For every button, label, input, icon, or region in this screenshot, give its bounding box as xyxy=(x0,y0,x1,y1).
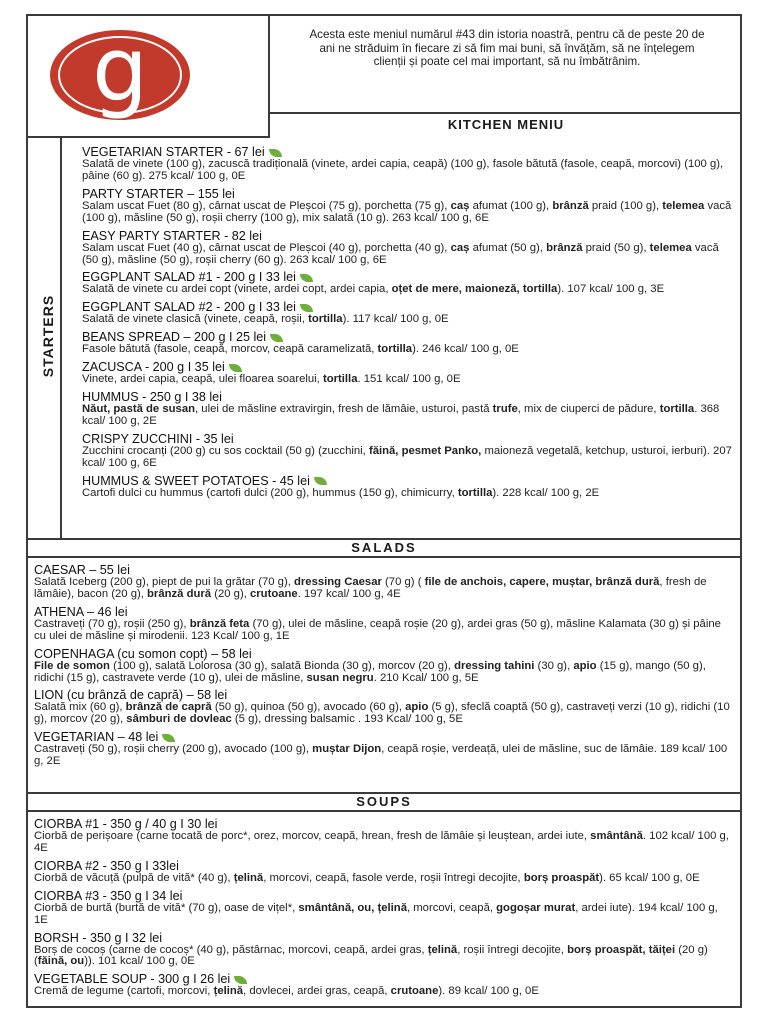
starters-list xyxy=(82,146,734,505)
soups-item xyxy=(34,818,734,855)
kitchen-menu-title: KITCHEN MENIU xyxy=(270,112,742,136)
starters-item xyxy=(82,230,734,267)
item-description: Salată mix (60 g), brânză de capră (50 g), quinoa (50 g), avocado (60 g), apio (5 g), sfeclă coaptă (50 g), castraveți verzi (10 g), ridichi (10 g), morcov (20 g), sâmburi de dovleac (5 g), dressing balsamic . 193 Kcal/ 100 g, 5E xyxy=(34,701,730,726)
starters-side-label xyxy=(28,138,62,540)
soups-item xyxy=(34,890,734,927)
intro-text: Acesta este meniul numărul #43 din istoria noastră, pentru că de peste 20 de ani ne străduim în fiecare zi să fim mai buni, să învățăm, să ne înțelegem clienții și poate cel mai important, să nu îmbătrânim. xyxy=(309,28,705,68)
item-description: Borș de cocoș (carne de cocoș* (40 g), păstârnac, morcovi, ceapă, ardei gras, țelină, roșii întregi decojite, borș proaspăt, tăiței (20 g) (făină, ou)). 101 kcal/ 100 g, 0E xyxy=(34,943,708,968)
salads-item xyxy=(34,606,734,643)
item-title: VEGETARIAN – 48 lei xyxy=(34,731,734,744)
starters-item xyxy=(82,391,734,428)
item-description: Salată de vinete clasică (vinete, ceapă, roșii, tortilla). 117 kcal/ 100 g, 0E xyxy=(82,313,449,326)
starters-item xyxy=(82,331,734,356)
vegetarian-leaf-icon xyxy=(269,149,282,157)
brand-logo xyxy=(50,18,190,121)
item-title: EGGPLANT SALAD #1 - 200 g I 33 lei xyxy=(82,271,734,284)
logo-cell xyxy=(28,16,270,138)
item-description: Năut, pastă de susan, ulei de măsline extravirgin, fresh de lămâie, usturoi, pastă trufe, mix de ciuperci de pădure, tortilla. 368 kcal/ 100 g, 2E xyxy=(82,403,720,427)
item-title: BEANS SPREAD – 200 g I 25 lei xyxy=(82,331,734,344)
soups-item xyxy=(34,860,734,885)
item-title: BORSH - 350 g I 32 lei xyxy=(34,930,163,945)
soups-item xyxy=(34,973,734,998)
starters-item xyxy=(82,361,734,386)
vegetarian-leaf-icon xyxy=(162,734,175,742)
item-description: Cremă de legume (cartofi, morcovi, țelină, dovlecei, ardei gras, ceapă, crutoane). 89 kcal/ 100 g, 0E xyxy=(34,985,539,998)
item-title: VEGETARIAN STARTER - 67 lei xyxy=(82,146,734,159)
item-title: ATHENA – 46 lei xyxy=(34,604,128,619)
item-description: Zucchini crocanți (200 g) cu sos cocktail (50 g) (zucchini, făină, pesmet Panko, maioneză vegetală, ketchup, usturoi, ierburi). 207 kcal/ 100 g, 6E xyxy=(82,444,732,469)
soups-item xyxy=(34,932,734,969)
item-description: Ciorbă de burtă (burtă de vită* (70 g), oase de vițel*, smântână, ou, țelină, morcovi, ceapă, gogoșar murat, ardei iute). 194 kcal/ 100 g, 1E xyxy=(34,901,718,926)
vegetarian-leaf-icon xyxy=(234,976,247,984)
item-description: Castraveți (70 g), roșii (250 g), brânză feta (70 g), ulei de măsline, ceapă roșie (20 g), ardei gras (50 g), măsline Kalamata (30 g) și pâine cu ulei de măsline și mirodenii. 123 Kcal/ 100 g, 1E xyxy=(34,617,721,642)
item-description: Vinete, ardei capia, ceapă, ulei floarea soarelui, tortilla. 151 kcal/ 100 g, 0E xyxy=(82,373,461,386)
item-description: File de somon (100 g), salată Lolorosa (30 g), salată Bionda (30 g), morcov (20 g), dressing tahini (30 g), apio (15 g), mango (50 g), ridichi (15 g), castravete verde (10 g), ulei de măsline, susan negru. 210 Kcal/ 100 g, 5E xyxy=(34,659,706,684)
starters-item xyxy=(82,271,734,296)
item-description: Fasole bătută (fasole, ceapă, morcov, ceapă caramelizată, tortilla). 246 kcal/ 100 g, 0E xyxy=(82,343,519,356)
item-title: LION (cu brânză de capră) – 58 lei xyxy=(34,688,228,703)
salads-list xyxy=(34,564,734,773)
starters-item xyxy=(82,146,734,183)
item-description: Ciorbă de perișoare (carne tocată de porc*, orez, morcov, ceapă, hrean, fresh de lămâie și leuștean, ardei iute, smântână. 102 kcal/ 100 g, 4E xyxy=(34,830,729,854)
salads-item xyxy=(34,731,734,768)
item-title: EGGPLANT SALAD #2 - 200 g I 33 lei xyxy=(82,301,734,314)
menu-frame xyxy=(26,14,742,1008)
item-title: HUMMUS - 250 g I 38 lei xyxy=(82,390,222,405)
item-title: CIORBA #3 - 350 g I 34 lei xyxy=(34,888,183,903)
vegetarian-leaf-icon xyxy=(314,477,327,485)
soups-list xyxy=(34,818,734,1003)
item-title: EASY PARTY STARTER - 82 lei xyxy=(82,228,262,243)
starters-item xyxy=(82,188,734,225)
item-title: CRISPY ZUCCHINI - 35 lei xyxy=(82,431,234,446)
salads-item xyxy=(34,648,734,685)
logo-letter: g xyxy=(92,18,148,121)
item-title: CAESAR – 55 lei xyxy=(34,563,130,577)
salads-header: SALADS xyxy=(28,538,740,558)
item-title: CIORBA #2 - 350 g I 33lei xyxy=(34,858,179,873)
item-title: VEGETABLE SOUP - 300 g I 26 lei xyxy=(34,973,734,986)
item-title: PARTY STARTER – 155 lei xyxy=(82,186,235,201)
soups-header: SOUPS xyxy=(28,792,740,812)
item-title: CIORBA #1 - 350 g / 40 g I 30 lei xyxy=(34,817,218,831)
vegetarian-leaf-icon xyxy=(300,274,313,282)
starters-item xyxy=(82,433,734,470)
item-description: Salam uscat Fuet (80 g), cârnat uscat de Pleșcoi (75 g), porchetta (75 g), caș afumat (100 g), brânză praid (100 g), telemea vacă (100 g), măsline (50 g), roșii cherry (100 g), mix salată (10 g). 263 kcal/ 100 g, 6E xyxy=(82,199,732,224)
item-description: Ciorbă de văcuță (pulpă de vită* (40 g), țelină, morcovi, ceapă, fasole verde, roșii întregi decojite, borș proaspăt). 65 kcal/ 100 g, 0E xyxy=(34,871,700,884)
item-description: Castraveți (50 g), roșii cherry (200 g), avocado (100 g), muștar Dijon, ceapă roșie, verdeață, ulei de măsline, suc de lămâie. 189 kcal/ 100 g, 2E xyxy=(34,743,728,768)
item-description: Salată Iceberg (200 g), piept de pui la grătar (70 g), dressing Caesar (70 g) ( file de anchois, capere, muștar, brânză dură, fresh de lămâie), bacon (20 g), brânză dură (20 g), crutoane. 197 kcal/ 100 g, 4E xyxy=(34,576,707,600)
item-description: Salată de vinete (100 g), zacuscă tradițională (vinete, ardei capia, ceapă) (100 g), fasole bătută (fasole, ceapă, morcovi) (100 g), pâine (60 g). 275 kcal/ 100 g, 0E xyxy=(82,158,724,182)
vegetarian-leaf-icon xyxy=(229,364,242,372)
starters-item xyxy=(82,475,734,500)
starters-item xyxy=(82,301,734,326)
item-title: COPENHAGA (cu somon copt) – 58 lei xyxy=(34,646,252,661)
vegetarian-leaf-icon xyxy=(300,304,313,312)
item-title: HUMMUS & SWEET POTATOES - 45 lei xyxy=(82,475,734,488)
item-description: Salată de vinete cu ardei copt (vinete, ardei copt, ardei capia, oțet de mere, maioneză, tortilla). 107 kcal/ 100 g, 3E xyxy=(82,283,665,296)
item-description: Salam uscat Fuet (40 g), cârnat uscat de Pleșcoi (40 g), porchetta (40 g), caș afumat (50 g), brânză praid (50 g), telemea vacă (50 g), măsline (50 g), roșii cherry (60 g). 263 kcal/ 100 g, 6E xyxy=(82,241,719,266)
salads-item xyxy=(34,564,734,601)
starters-label: STARTERS xyxy=(40,294,56,378)
item-title: ZACUSCA - 200 g I 35 lei xyxy=(82,361,734,374)
item-description: Cartofi dulci cu hummus (cartofi dulci (200 g), hummus (150 g), chimicurry, tortilla). 228 kcal/ 100 g, 2E xyxy=(82,486,600,499)
vegetarian-leaf-icon xyxy=(270,334,283,342)
salads-item xyxy=(34,689,734,726)
